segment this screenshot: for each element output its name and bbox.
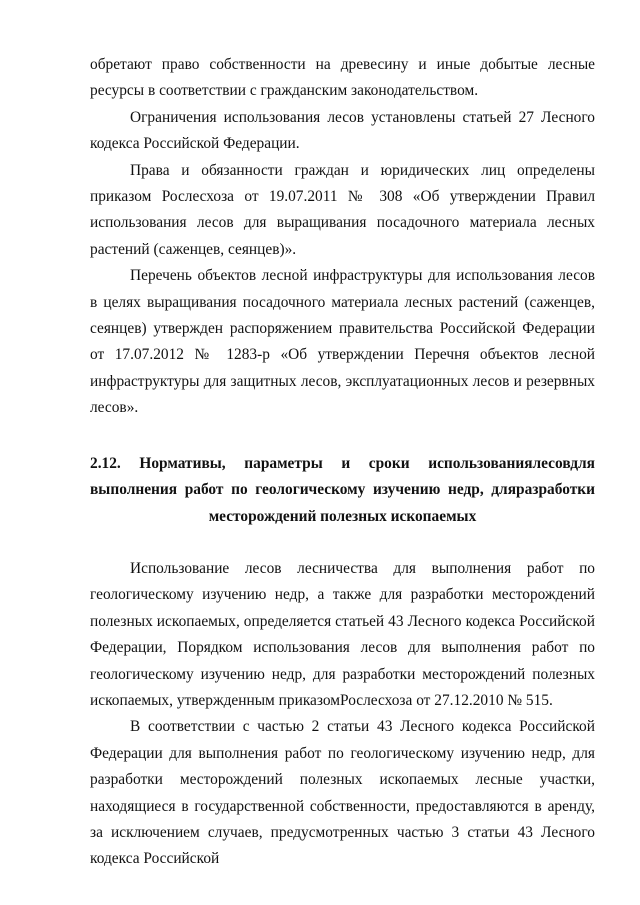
document-page <box>90 52 595 873</box>
paragraph-restrictions: Ограничения использования лесов установлены статьей 27 Лесного кодекса Российской Федерации. <box>90 108 595 153</box>
paragraph-forest-use-geology: Использование лесов лесничества для выполнения работ по геологическому изучению недр, а также для разработки месторождений полезных ископаемых, определяется статьей 43 Лесного кодекса Российской Федерации, Порядком использования лесов для выполнения работ по геологическому изучению недр, для разработки месторождений полезных ископаемых, утвержденным приказомРослесхоза от 27.12.2010 № 515. <box>90 559 595 709</box>
heading-spacer <box>90 530 595 556</box>
paragraph-rights-obligations: Права и обязанности граждан и юридических лиц определены приказом Рослесхоза от 19.07.2011 № 308 «Об утверждении Правил использования лесов для выращивания посадочного материала лесных растений (саженцев, сеянцев)». <box>90 161 595 258</box>
paragraph-infrastructure-list: Перечень объектов лесной инфраструктуры для использования лесов в целях выращивания посадочного материала лесных растений (саженцев, сеянцев) утвержден распоряжением правительства Российской Федерации от 17.07.2012 № 1283-р «Об утверждении Перечня объектов лесной инфраструктуры для защитных лесов, эксплуатационных лесов и резервных лесов». <box>90 267 595 417</box>
section-heading: 2.12. Нормативы, параметры и сроки использованиялесовдля выполнения работ по геологическому изучению недр, дляразработки месторождений полезных ископаемых <box>90 454 595 525</box>
paragraph-lease-provision: В соответствии с частью 2 статьи 43 Лесного кодекса Российской Федерации для выполнения работ по геологическому изучению недр, для разработки месторождений полезных ископаемых лесные участки, находящиеся в государственной собственности, предоставляются в аренду, за исключением случаев, предусмотренных частью 3 статьи 43 Лесного кодекса Российской <box>90 718 595 868</box>
paragraph-continuation: обретают право собственности на древесину и иные добытые лесные ресурсы в соответствии с гражданским законодательством. <box>90 56 595 100</box>
